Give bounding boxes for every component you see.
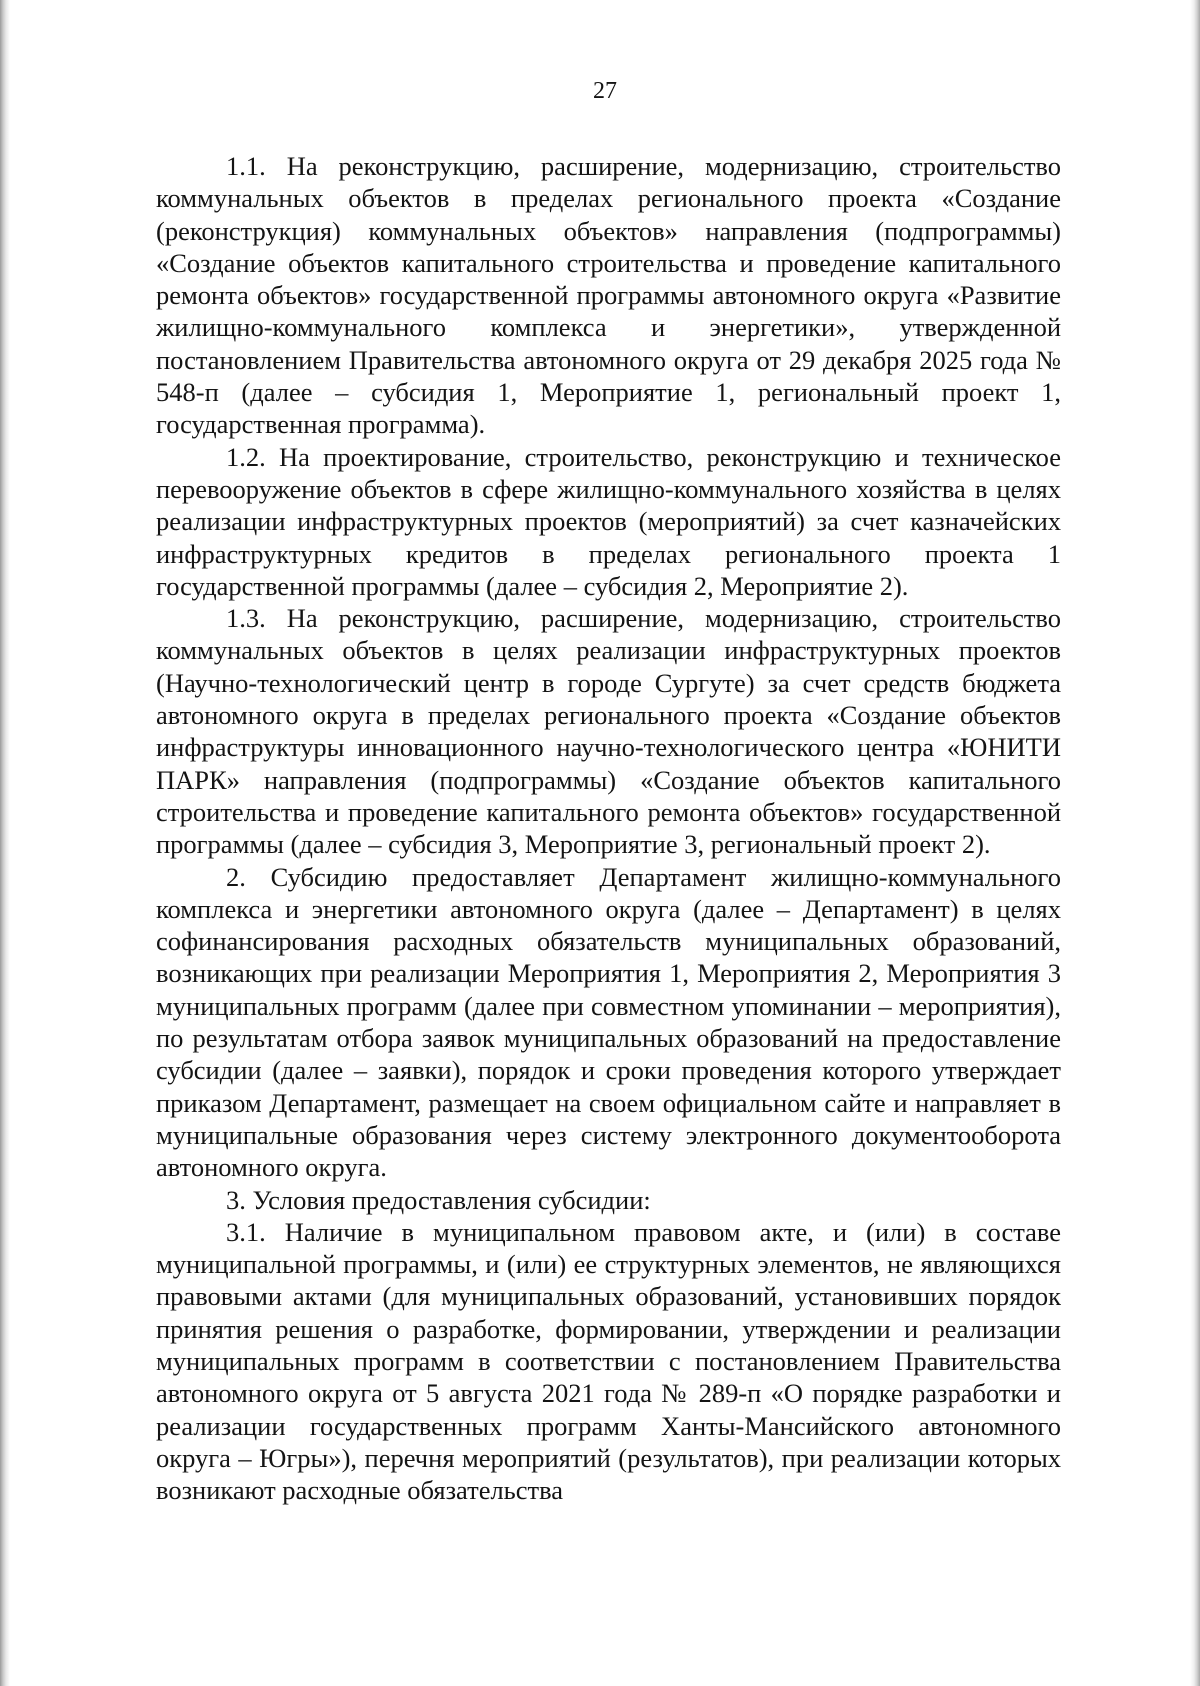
paragraph-2: 2. Субсидию предоставляет Департамент жилищно-коммунального комплекса и энергетики автономного округа (далее – Департамент) в целях софинансирования расходных обязательств муниципальных образований, возникающих при реализации Мероприятия 1, Мероприятия 2, Мероприятия 3 муниципальных программ (далее при совместном упоминании – мероприятия), по результатам отбора заявок муниципальных образований на предоставление субсидии (далее – заявки), порядок и сроки проведения которого утверждает приказом Департамент, размещает на своем официальном сайте и направляет в муниципальные образования через систему электронного документооборота автономного округа. <box>156 861 1061 1183</box>
paragraph-1-2: 1.2. На проектирование, строительство, реконструкцию и техническое перевооружение объектов в сфере жилищно-коммунального хозяйства в целях реализации инфраструктурных проектов (мероприятий) за счет казначейских инфраструктурных кредитов в пределах регионального проекта 1 государственной программы (далее – субсидия 2, Мероприятие 2). <box>156 441 1061 601</box>
paragraph-1-3: 1.3. На реконструкцию, расширение, модернизацию, строительство коммунальных объектов в целях реализации инфраструктурных проектов (Научно-технологический центр в городе Сургуте) за счет средств бюджета автономного округа в пределах регионального проекта «Создание объектов инфраструктуры инновационного научно-технологического центра «ЮНИТИ ПАРК» направления (подпрограммы) «Создание объектов капитального строительства и проведение капитального ремонта объектов» государственной программы (далее – субсидия 3, Мероприятие 3, региональный проект 2). <box>156 603 1061 860</box>
paragraph-3-1: 3.1. Наличие в муниципальном правовом акте, и (или) в составе муниципальной программы, и (или) ее структурных элементов, не являющихся правовыми актами (для муниципальных образований, установивших порядок принятия решения о разработке, формировании, утверждении и реализации муниципальных программ в соответствии с постановлением Правительства автономного округа от 5 августа 2021 года № 289-п «О порядке разработки и реализации государственных программ Ханты-Мансийского автономного округа – Югры»), перечня мероприятий (результатов), при реализации которых возникают расходные обязательства <box>156 1216 1061 1506</box>
scan-right-edge <box>1190 0 1200 1686</box>
scan-left-edge <box>0 0 10 1686</box>
document-body <box>156 150 1061 1506</box>
paragraph-1-1: 1.1. На реконструкцию, расширение, модернизацию, строительство коммунальных объектов в пределах регионального проекта «Создание (реконструкция) коммунальных объектов» направления (подпрограммы) «Создание объектов капитального строительства и проведение капитального ремонта объектов» государственной программы автономного округа «Развитие жилищно-коммунального комплекса и энергетики», утвержденной постановлением Правительства автономного округа от 29 декабря 2025 года № 548-п (далее – субсидия 1, Мероприятие 1, региональный проект 1, государственная программа). <box>156 151 1061 440</box>
page-number: 27 <box>593 78 617 104</box>
paragraph-3: 3. Условия предоставления субсидии: <box>226 1184 651 1215</box>
